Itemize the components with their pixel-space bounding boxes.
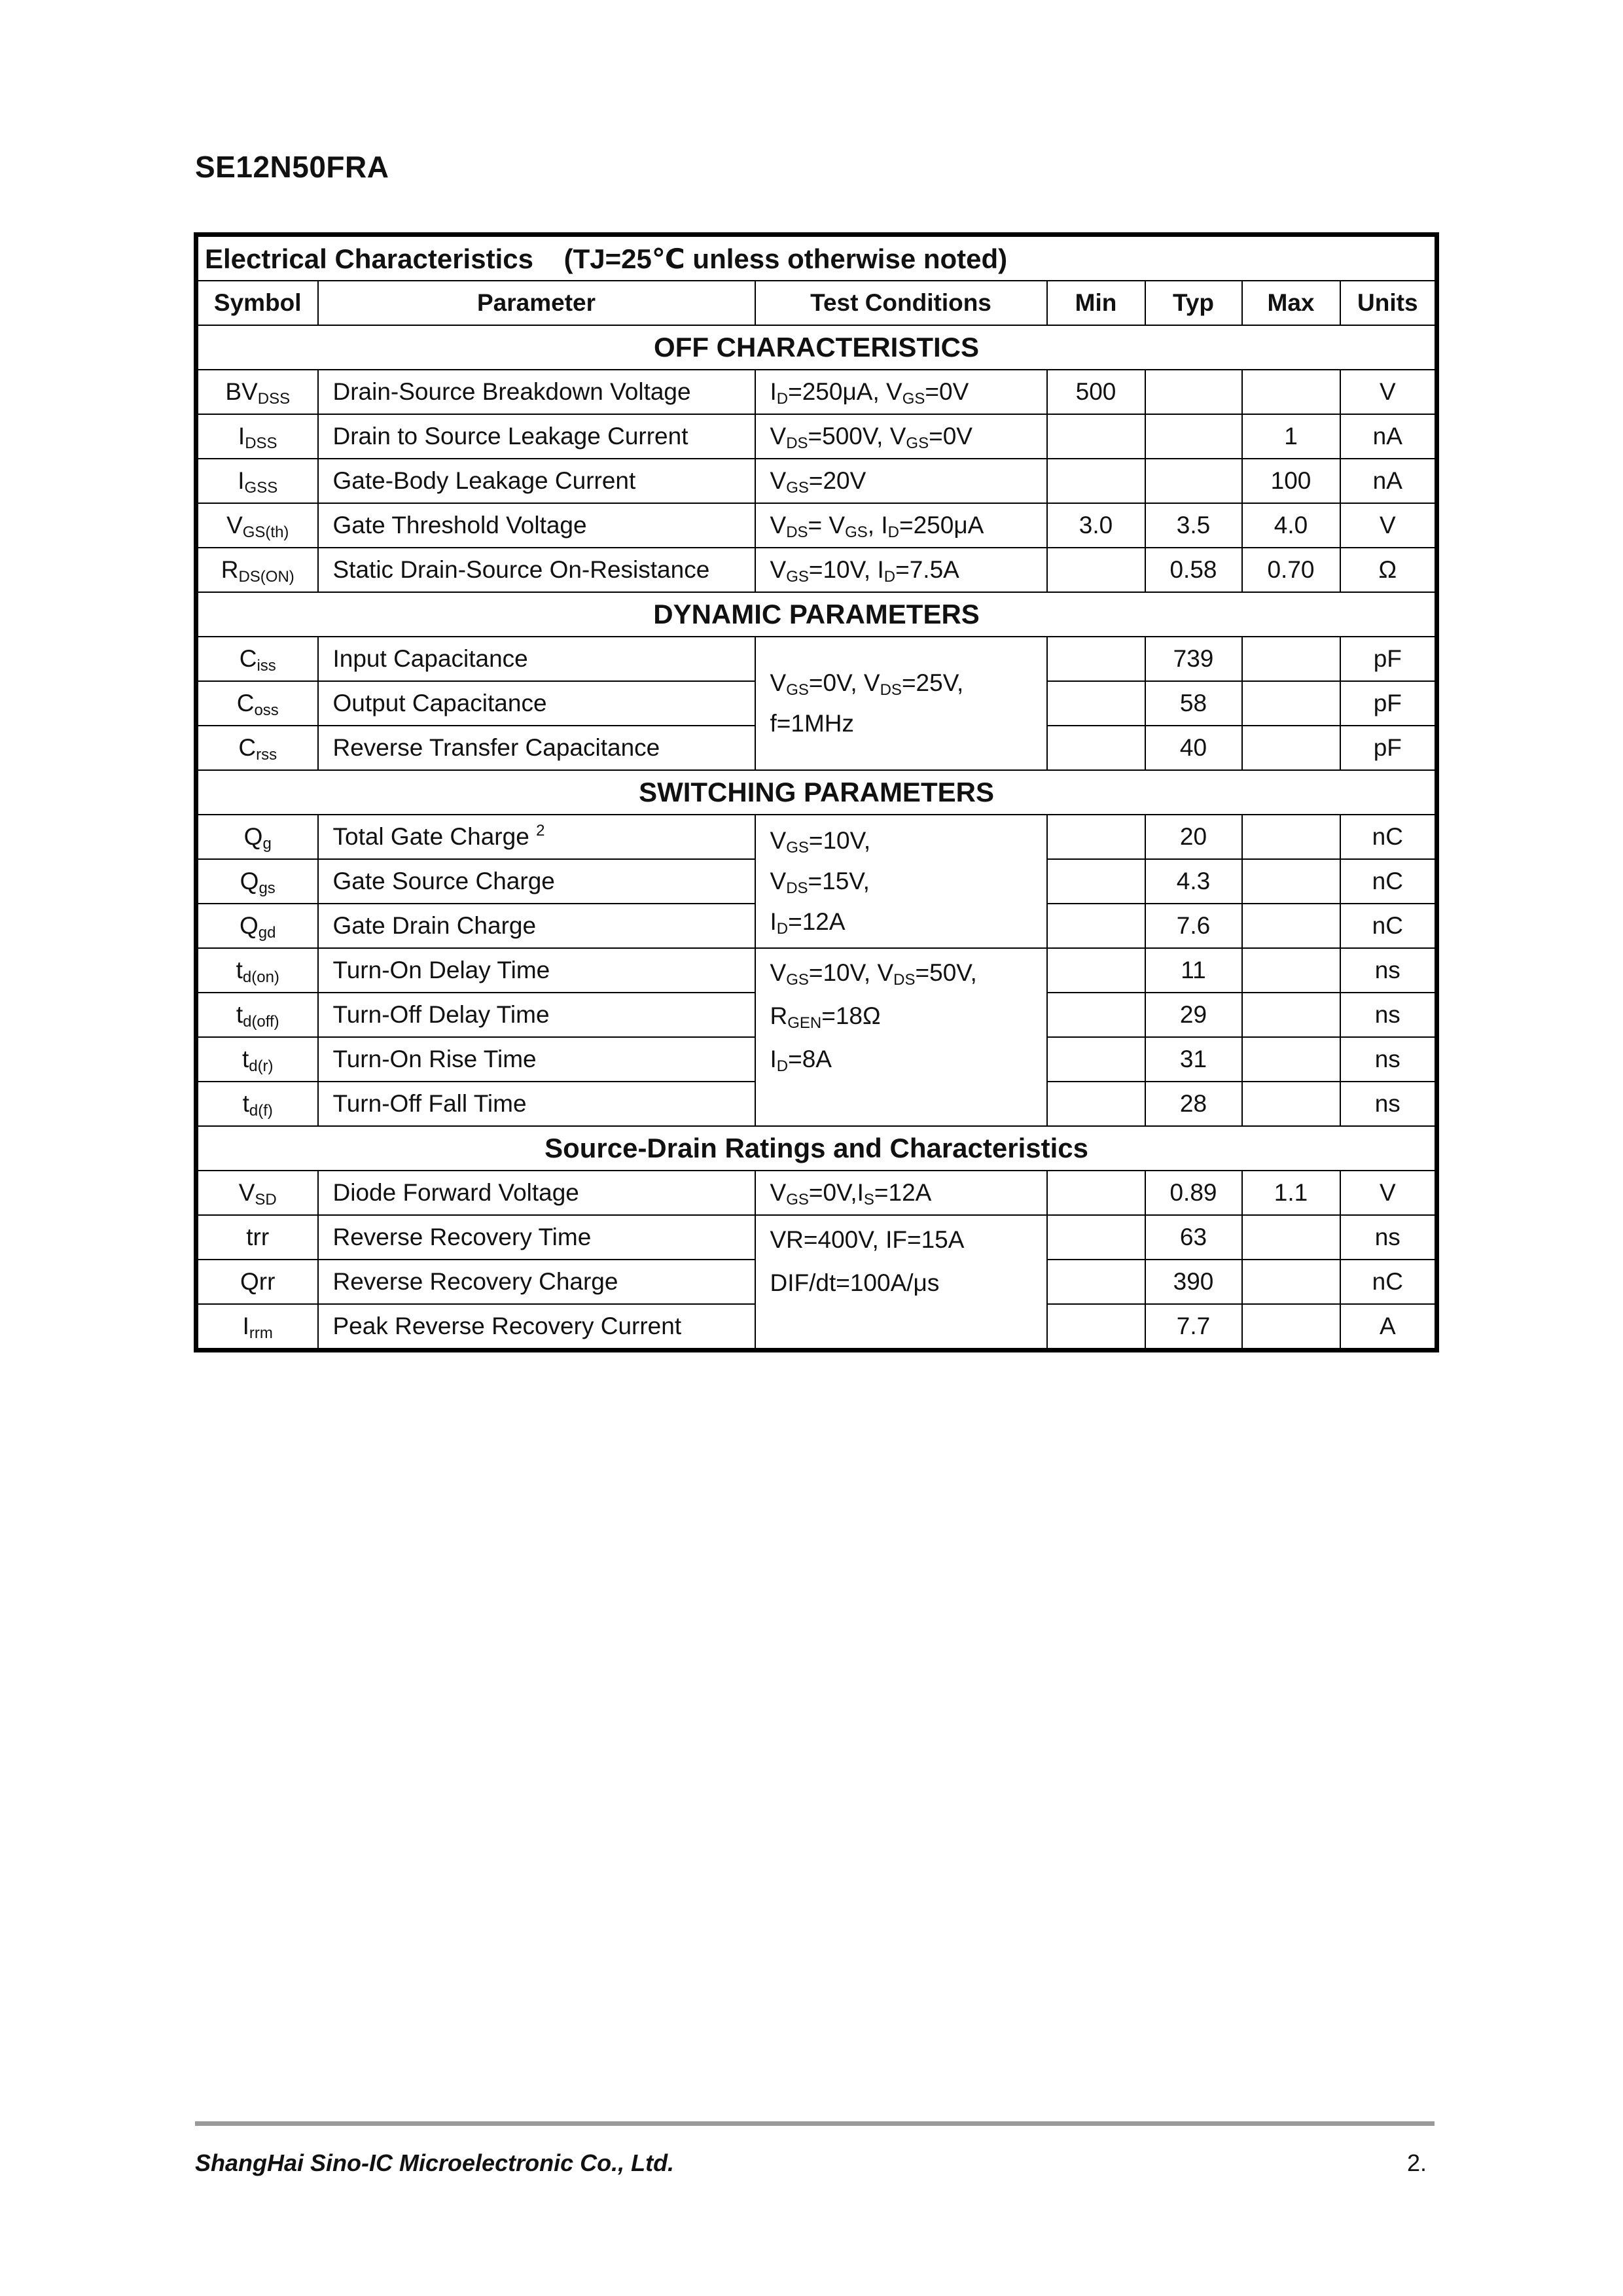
table-title-main: Electrical Characteristics: [205, 243, 533, 274]
unit-cell: V: [1340, 370, 1437, 414]
section-title-switching: SWITCHING PARAMETERS: [196, 770, 1437, 815]
unit-cell: nC: [1340, 904, 1437, 948]
max-cell: [1242, 1082, 1340, 1126]
header-units: Units: [1340, 281, 1437, 325]
max-cell: [1242, 859, 1340, 904]
header-test-conditions: Test Conditions: [755, 281, 1047, 325]
page-number: 2.: [1407, 2149, 1427, 2176]
condition-cell: $V_{GS}=0V$, $V_{DS}=25V$, f=1MHz: [755, 637, 1047, 770]
table-row: [196, 370, 1437, 414]
typ-cell: 739: [1145, 637, 1242, 681]
parameter-cell: Gate Drain Charge: [318, 904, 755, 948]
unit-cell: ns: [1340, 1082, 1437, 1126]
table-row: [196, 414, 1437, 459]
symbol-cell: $C_{rss}$: [196, 726, 318, 770]
max-cell: [1242, 681, 1340, 726]
table-row: [196, 948, 1437, 993]
parameter-cell: Turn-On Delay Time: [318, 948, 755, 993]
typ-cell: 3.5: [1145, 503, 1242, 548]
min-cell: [1047, 1304, 1145, 1351]
max-cell: [1242, 904, 1340, 948]
typ-cell: 11: [1145, 948, 1242, 993]
condition-cell: $V_{DS}= V_{GS}$, $I_D=250\mu A$: [755, 503, 1047, 548]
condition-cell: $V_{GS}=20V$: [755, 459, 1047, 503]
symbol-cell: trr: [196, 1215, 318, 1260]
min-cell: [1047, 948, 1145, 993]
typ-cell: 7.7: [1145, 1304, 1242, 1351]
section-title-off: OFF CHARACTERISTICS: [196, 325, 1437, 370]
table-row: [196, 459, 1437, 503]
section-dynamic-row: [196, 592, 1437, 637]
symbol-cell: Qrr: [196, 1260, 318, 1304]
unit-cell: ns: [1340, 1215, 1437, 1260]
parameter-cell: Static Drain-Source On-Resistance: [318, 548, 755, 592]
table-title-row: [196, 235, 1437, 281]
typ-cell: 0.58: [1145, 548, 1242, 592]
typ-cell: 390: [1145, 1260, 1242, 1304]
footnote-marker: 2: [536, 822, 545, 839]
unit-cell: ns: [1340, 1037, 1437, 1082]
symbol-cell: $Q_{gd}$: [196, 904, 318, 948]
parameter-cell: Reverse Transfer Capacitance: [318, 726, 755, 770]
symbol-cell: $I_{GSS}$: [196, 459, 318, 503]
table-row: [196, 1171, 1437, 1215]
table-row: [196, 503, 1437, 548]
condition-cell: $V_{GS}=10V$, $I_D=7.5A$: [755, 548, 1047, 592]
unit-cell: V: [1340, 1171, 1437, 1215]
typ-cell: 58: [1145, 681, 1242, 726]
min-cell: [1047, 681, 1145, 726]
unit-cell: nA: [1340, 414, 1437, 459]
max-cell: 4.0: [1242, 503, 1340, 548]
min-cell: [1047, 815, 1145, 859]
parameter-cell: Drain-Source Breakdown Voltage: [318, 370, 755, 414]
symbol-cell: $R_{DS(ON)}$: [196, 548, 318, 592]
unit-cell: nA: [1340, 459, 1437, 503]
symbol-cell: $BV_{DSS}$: [196, 370, 318, 414]
parameter-cell: Diode Forward Voltage: [318, 1171, 755, 1215]
unit-cell: pF: [1340, 726, 1437, 770]
header-row: [196, 281, 1437, 325]
parameter-cell: Gate Threshold Voltage: [318, 503, 755, 548]
condition-cell: $V_{DS}=500V$, $V_{GS}=0V$: [755, 414, 1047, 459]
symbol-cell: $Q_{gs}$: [196, 859, 318, 904]
min-cell: [1047, 1037, 1145, 1082]
min-cell: [1047, 637, 1145, 681]
max-cell: [1242, 1304, 1340, 1351]
parameter-cell: Drain to Source Leakage Current: [318, 414, 755, 459]
max-cell: [1242, 948, 1340, 993]
unit-cell: Ω: [1340, 548, 1437, 592]
symbol-cell: $t_{d(on)}$: [196, 948, 318, 993]
symbol-cell: $I_{rrm}$: [196, 1304, 318, 1351]
header-symbol: Symbol: [196, 281, 318, 325]
max-cell: [1242, 1215, 1340, 1260]
electrical-characteristics-table: [194, 232, 1439, 1352]
symbol-cell: $C_{iss}$: [196, 637, 318, 681]
min-cell: [1047, 1082, 1145, 1126]
symbol-cell: $I_{DSS}$: [196, 414, 318, 459]
header-max: Max: [1242, 281, 1340, 325]
parameter-cell: Output Capacitance: [318, 681, 755, 726]
table-title-note: (TJ=25℃ unless otherwise noted): [563, 243, 1008, 274]
min-cell: 3.0: [1047, 503, 1145, 548]
typ-cell: 20: [1145, 815, 1242, 859]
header-typ: Typ: [1145, 281, 1242, 325]
parameter-cell: Turn-Off Fall Time: [318, 1082, 755, 1126]
section-title-source-drain: Source-Drain Ratings and Characteristics: [196, 1126, 1437, 1171]
min-cell: 500: [1047, 370, 1145, 414]
parameter-cell: Input Capacitance: [318, 637, 755, 681]
parameter-cell: Total Gate Charge $^2$: [318, 815, 755, 859]
footer-divider: [195, 2121, 1435, 2126]
unit-cell: nC: [1340, 859, 1437, 904]
min-cell: [1047, 859, 1145, 904]
max-cell: [1242, 993, 1340, 1037]
symbol-cell: $Q_g$: [196, 815, 318, 859]
max-cell: [1242, 1037, 1340, 1082]
max-cell: [1242, 370, 1340, 414]
condition-cell: VR=400V, IF=15A DIF/dt=100A/μs: [755, 1215, 1047, 1351]
table-row: [196, 548, 1437, 592]
typ-cell: 0.89: [1145, 1171, 1242, 1215]
parameter-cell: Reverse Recovery Charge: [318, 1260, 755, 1304]
min-cell: [1047, 459, 1145, 503]
condition-cell: $V_{GS}=10V,V_{DS}=15V$, $I_D=12A$: [755, 815, 1047, 948]
typ-cell: 4.3: [1145, 859, 1242, 904]
symbol-cell: $V_{GS(th)}$: [196, 503, 318, 548]
symbol-cell: $C_{oss}$: [196, 681, 318, 726]
condition-cell: $V_{GS}=0V,I_S=12A$: [755, 1171, 1047, 1215]
unit-cell: ns: [1340, 948, 1437, 993]
typ-cell: 28: [1145, 1082, 1242, 1126]
max-cell: [1242, 815, 1340, 859]
table-row: [196, 637, 1437, 681]
min-cell: [1047, 1171, 1145, 1215]
symbol-cell: $t_{d(off)}$: [196, 993, 318, 1037]
symbol-cell: $t_{d(r)}$: [196, 1037, 318, 1082]
section-title-dynamic: DYNAMIC PARAMETERS: [196, 592, 1437, 637]
max-cell: 0.70: [1242, 548, 1340, 592]
typ-cell: 7.6: [1145, 904, 1242, 948]
parameter-cell: Turn-Off Delay Time: [318, 993, 755, 1037]
typ-cell: 63: [1145, 1215, 1242, 1260]
parameter-cell: Gate-Body Leakage Current: [318, 459, 755, 503]
condition-cell: $I_D=250\mu A$, $V_{GS}=0V$: [755, 370, 1047, 414]
typ-cell: [1145, 370, 1242, 414]
unit-cell: V: [1340, 503, 1437, 548]
footer-company: ShangHai Sino-IC Microelectronic Co., Ltd.: [195, 2149, 675, 2176]
typ-cell: 31: [1145, 1037, 1242, 1082]
section-source-drain-row: [196, 1126, 1437, 1171]
table-title: [196, 235, 1437, 281]
unit-cell: pF: [1340, 681, 1437, 726]
symbol-cell: $V_{SD}$: [196, 1171, 318, 1215]
section-off-row: [196, 325, 1437, 370]
max-cell: 1: [1242, 414, 1340, 459]
max-cell: [1242, 637, 1340, 681]
min-cell: [1047, 548, 1145, 592]
min-cell: [1047, 414, 1145, 459]
document-title: SE12N50FRA: [195, 150, 389, 184]
symbol-cell: $t_{d(f)}$: [196, 1082, 318, 1126]
typ-cell: [1145, 459, 1242, 503]
parameter-cell: Gate Source Charge: [318, 859, 755, 904]
typ-cell: 40: [1145, 726, 1242, 770]
max-cell: 100: [1242, 459, 1340, 503]
header-min: Min: [1047, 281, 1145, 325]
table-row: [196, 815, 1437, 859]
table-row: [196, 1215, 1437, 1260]
condition-cell: $V_{GS}=10V$, $V_{DS}=50V$, $R_{GEN}=18\Omega$ $I_D=8A$: [755, 948, 1047, 1126]
typ-cell: [1145, 414, 1242, 459]
parameter-cell: Turn-On Rise Time: [318, 1037, 755, 1082]
unit-cell: nC: [1340, 1260, 1437, 1304]
max-cell: 1.1: [1242, 1171, 1340, 1215]
parameter-cell: Reverse Recovery Time: [318, 1215, 755, 1260]
parameter-cell: Peak Reverse Recovery Current: [318, 1304, 755, 1351]
max-cell: [1242, 1260, 1340, 1304]
min-cell: [1047, 993, 1145, 1037]
unit-cell: pF: [1340, 637, 1437, 681]
min-cell: [1047, 726, 1145, 770]
min-cell: [1047, 1260, 1145, 1304]
header-parameter: Parameter: [318, 281, 755, 325]
typ-cell: 29: [1145, 993, 1242, 1037]
unit-cell: nC: [1340, 815, 1437, 859]
min-cell: [1047, 1215, 1145, 1260]
section-switching-row: [196, 770, 1437, 815]
min-cell: [1047, 904, 1145, 948]
unit-cell: A: [1340, 1304, 1437, 1351]
unit-cell: ns: [1340, 993, 1437, 1037]
max-cell: [1242, 726, 1340, 770]
